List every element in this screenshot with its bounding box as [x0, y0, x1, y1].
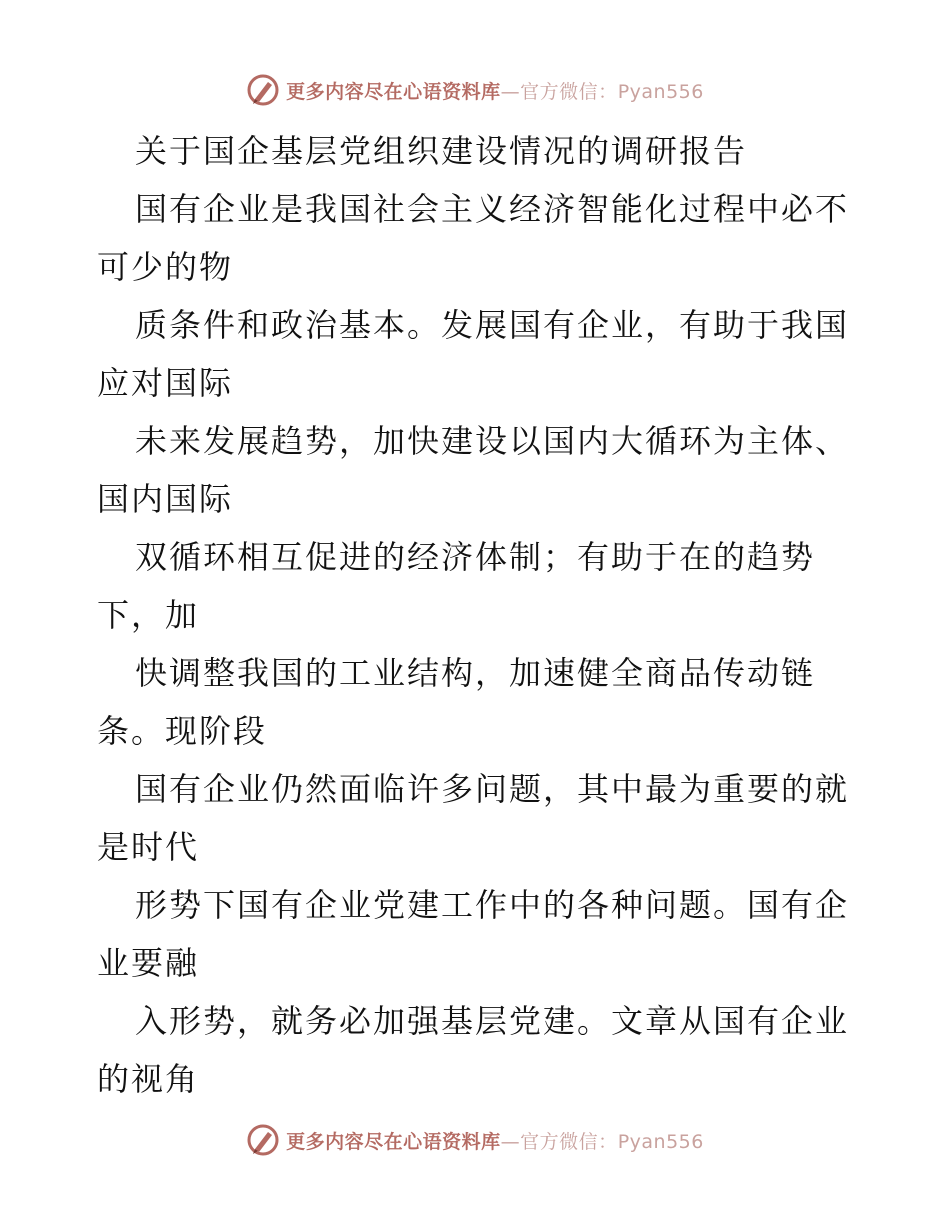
banner-wechat-id: Pyan556	[617, 1130, 704, 1153]
banner-site-text: 更多内容尽在心语资料库	[286, 80, 501, 103]
paragraph-line: 下，加	[97, 596, 200, 634]
document-body	[97, 122, 857, 1108]
document-title: 关于国企基层党组织建设情况的调研报告	[135, 132, 748, 170]
banner-separator: —	[500, 1130, 521, 1153]
paragraph-line: 国有企业仍然面临许多问题，其中最为重要的就	[135, 770, 850, 808]
banner-site-text: 更多内容尽在心语资料库	[286, 1130, 501, 1153]
paragraph-line: 条。现阶段	[97, 712, 268, 750]
pen-logo-icon	[246, 73, 280, 107]
banner-wechat-id: Pyan556	[617, 80, 704, 103]
banner-separator: —	[500, 80, 521, 103]
banner-text	[286, 1127, 704, 1154]
paragraph-line: 快调整我国的工业结构，加速健全商品传动链	[135, 654, 816, 692]
paragraph-line: 是时代	[97, 828, 200, 866]
paragraph-line: 可少的物	[97, 248, 234, 286]
paragraph-line: 入形势，就务必加强基层党建。文章从国有企业	[135, 1002, 850, 1040]
paragraph-line: 未来发展趋势，加快建设以国内大循环为主体、	[135, 422, 850, 460]
paragraph-line: 双循环相互促进的经济体制；有助于在的趋势	[135, 538, 816, 576]
paragraph-line: 国内国际	[97, 480, 234, 518]
paragraph-line: 的视角	[97, 1060, 200, 1098]
header-banner	[0, 70, 950, 110]
paragraph-line: 业要融	[97, 944, 200, 982]
banner-text	[286, 77, 704, 104]
pen-logo-icon	[246, 1123, 280, 1157]
paragraph-line: 质条件和政治基本。发展国有企业，有助于我国	[135, 306, 850, 344]
paragraph-line: 形势下国有企业党建工作中的各种问题。国有企	[135, 886, 850, 924]
banner-wechat-label: 官方微信：	[520, 1130, 618, 1153]
paragraph-line: 应对国际	[97, 364, 234, 402]
paragraph-line: 国有企业是我国社会主义经济智能化过程中必不	[135, 190, 850, 228]
footer-banner	[0, 1120, 950, 1160]
banner-wechat-label: 官方微信：	[520, 80, 618, 103]
